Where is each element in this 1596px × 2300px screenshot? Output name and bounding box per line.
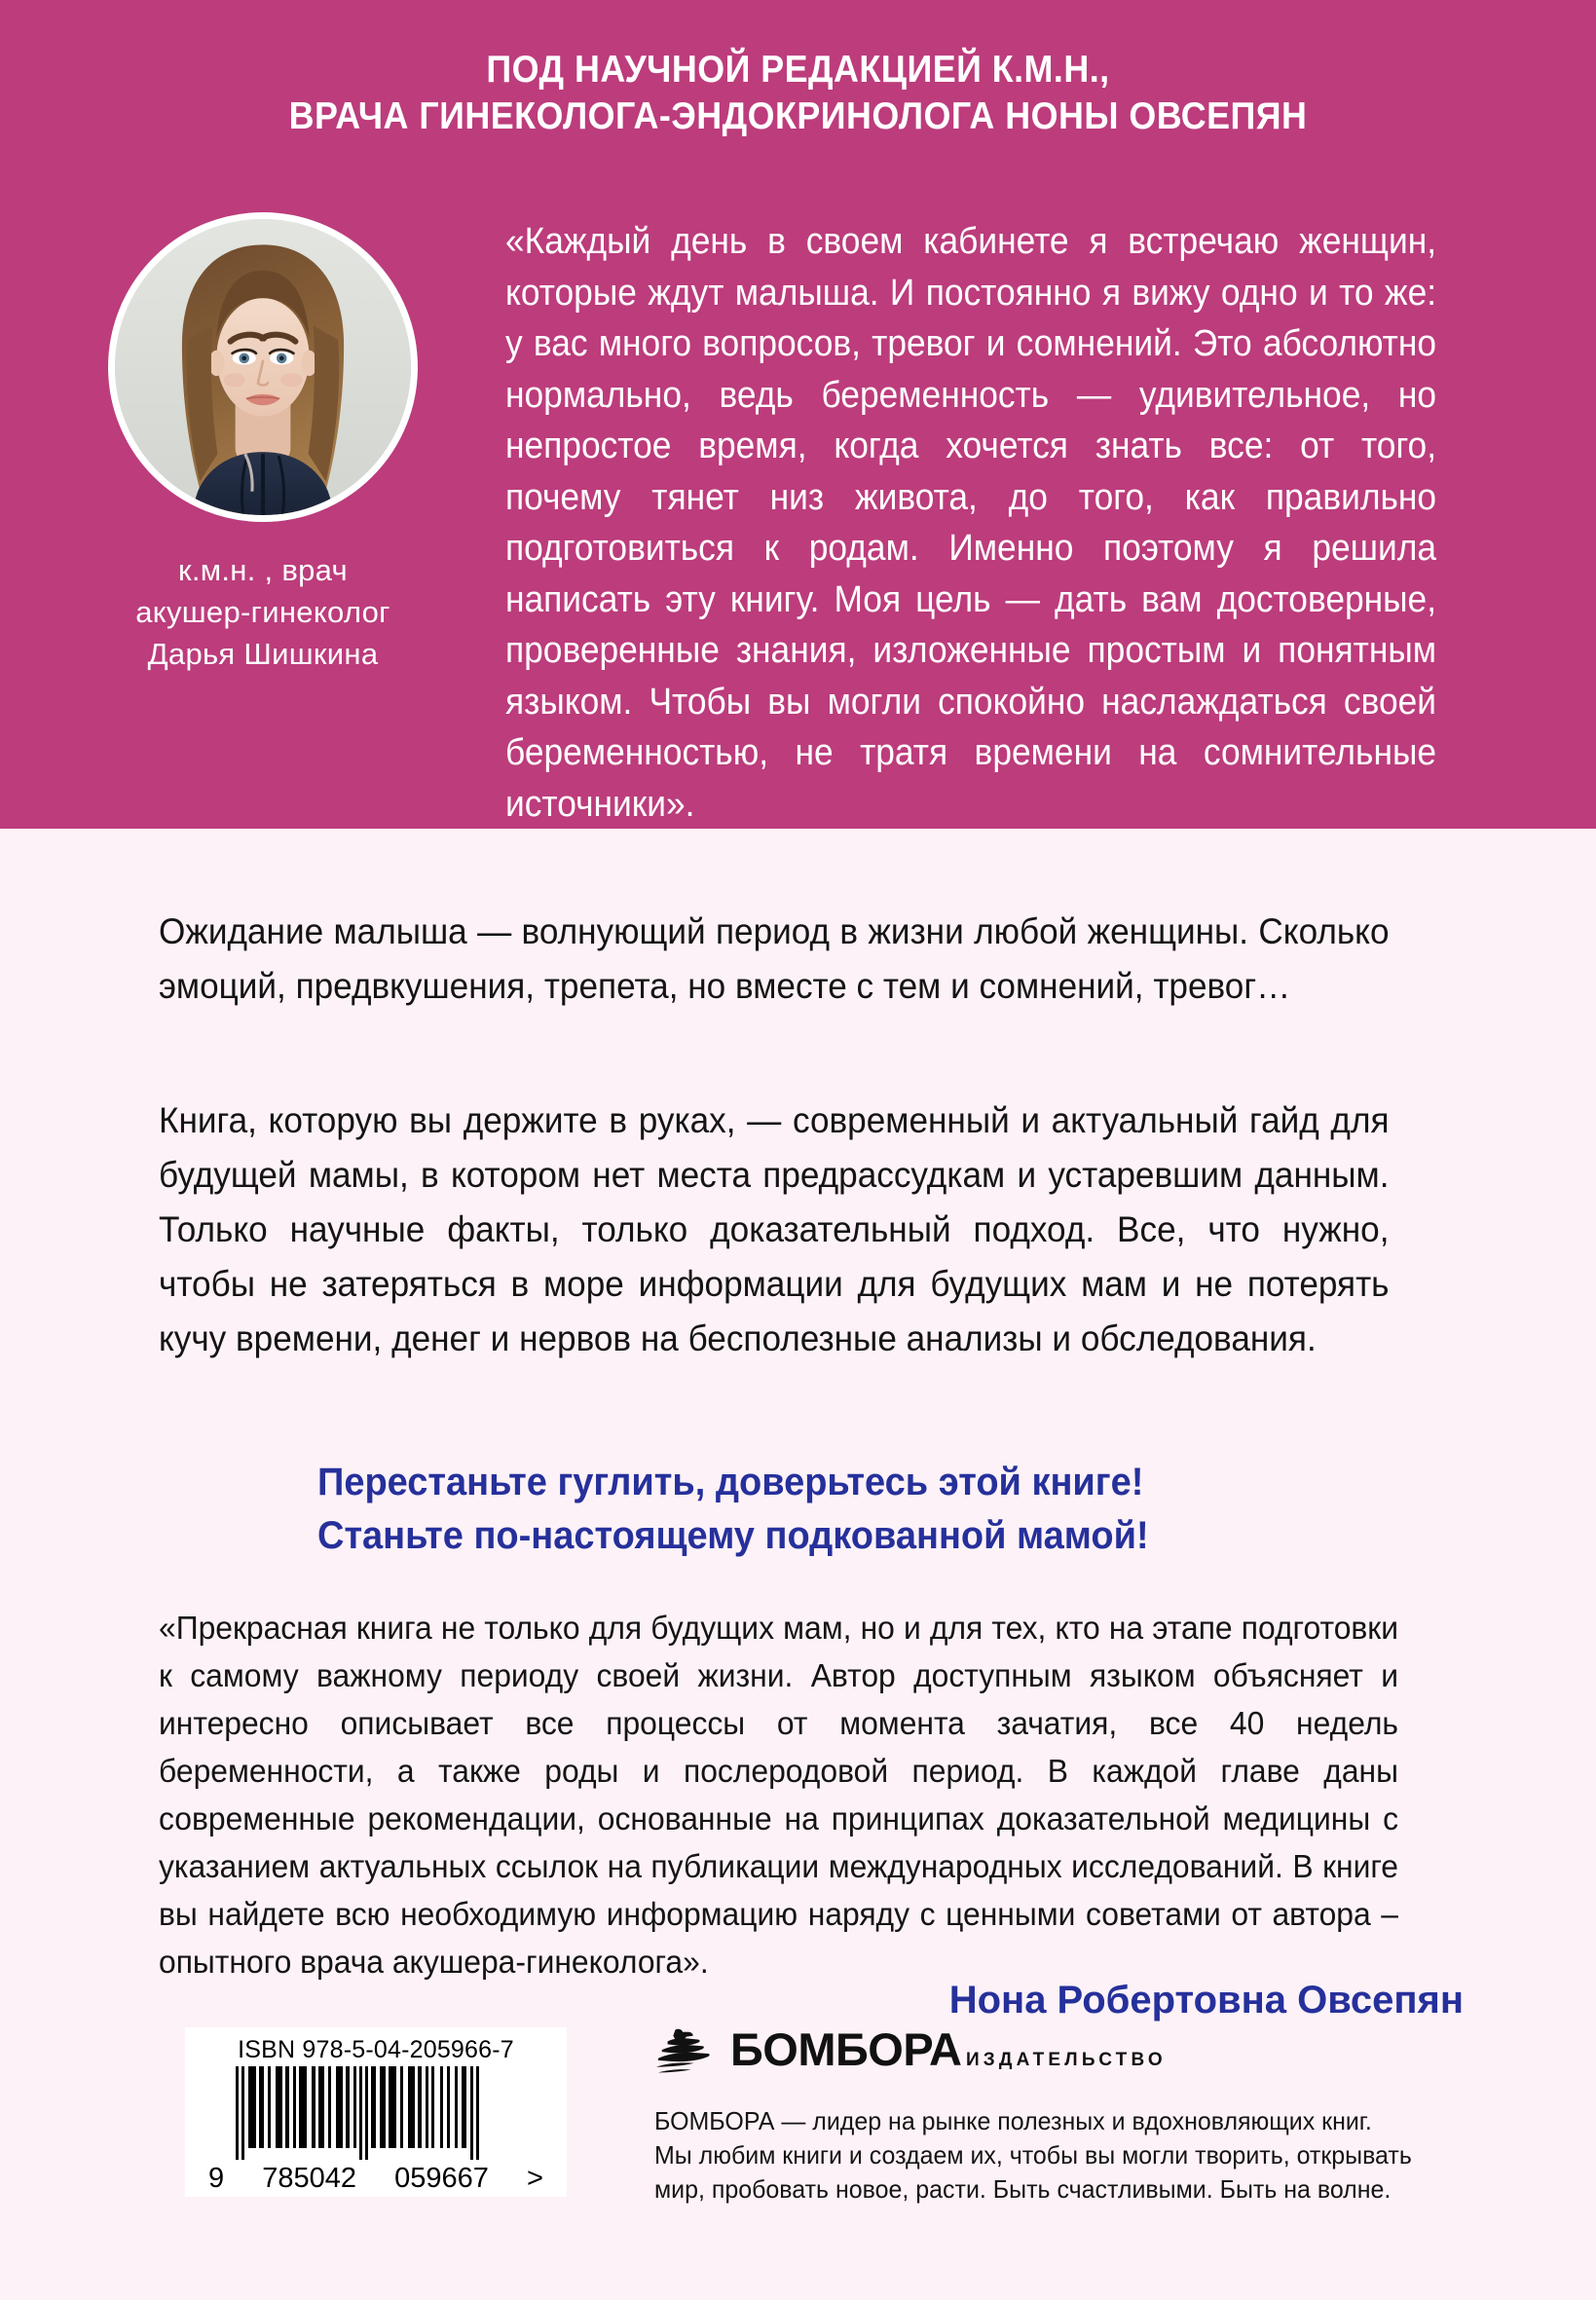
barcode-digit-group-2: 059667 bbox=[394, 2163, 489, 2194]
surfer-wave-glyph bbox=[654, 2024, 715, 2085]
publisher-block bbox=[654, 2024, 1453, 2207]
author-caption-line-2: акушер-гинеколог bbox=[135, 595, 390, 629]
publisher-wordmark bbox=[730, 2023, 1167, 2075]
author-caption-line-1: к.м.н. , врач bbox=[178, 553, 348, 587]
barcode-digit-group-1: 785042 bbox=[262, 2163, 357, 2194]
publisher-description-line-1: БОМБОРА — лидер на рынке полезных и вдохновляющих книг. bbox=[654, 2106, 1372, 2135]
author-quote: «Каждый день в своем кабинете я встречаю женщин, которые ждут малыша. И постоянно я вижу одно и то же: у вас много вопросов, тревог и сомнений. Это абсолютно нормально, ведь беременность — удивительное, но непростое время, когда хочется знать все: от того, почему тянет низ живота, до того, как правильно подготовиться к родам. Именно поэтому я решила написать эту книгу. Моя цель — дать вам достоверные, проверенные знания, изложенные простым и понятным языком. Чтобы вы могли спокойно наслаждаться своей беременностью, не тратя времени на сомнительные источники». bbox=[505, 221, 1437, 825]
isbn-label: ISBN 978-5-04-205966-7 bbox=[238, 2036, 514, 2063]
publisher-description bbox=[654, 2104, 1421, 2207]
author-caption bbox=[88, 549, 438, 675]
callout-line-1: Перестаньте гуглить, доверьтесь этой книге! bbox=[317, 1461, 1144, 1503]
isbn-barcode bbox=[185, 2027, 567, 2197]
publisher-logo bbox=[654, 2024, 1453, 2085]
publisher-name: БОМБОРА bbox=[730, 2023, 962, 2075]
publisher-subtitle: ИЗДАТЕЛЬСТВО bbox=[965, 2050, 1167, 2070]
testimonial-author: Нона Робертовна Овсепян bbox=[948, 1979, 1464, 2022]
testimonial-paragraph: «Прекрасная книга не только для будущих мам, но и для тех, кто на этапе подготовки к самому важному периоду своей жизни. Автор доступным языком объясняет и интересно описывает все процессы от момента зачатия, все 40 недель беременности, а также роды и послеродовой период. В каждой главе даны современные рекомендации, основанные на принципах доказательной медицины с указанием актуальных ссылок на публикации международных исследований. В книге вы найдете всю необходимую информацию наряду с ценными советами от автора – опытного врача акушера-гинеколога». bbox=[159, 1611, 1398, 1981]
callout-line-2: Станьте по-настоящему подкованной мамой! bbox=[317, 1514, 1149, 1557]
callout-heading bbox=[317, 1456, 1428, 1563]
publisher-description-line-3: мир, пробовать новое, расти. Быть счастливыми. Быть на волне. bbox=[654, 2174, 1392, 2204]
barcode-bars bbox=[236, 2066, 516, 2160]
page-title-line-2: ВРАЧА ГИНЕКОЛОГА-ЭНДОКРИНОЛОГА НОНЫ ОВСЕПЯН bbox=[288, 95, 1308, 137]
author-block bbox=[88, 212, 438, 675]
page-title bbox=[64, 47, 1533, 140]
intro-paragraph: Ожидание малыша — волнующий период в жизни любой женщины. Сколько эмоций, предвкушения, трепета, но вместе с тем и сомнений, тревог… bbox=[159, 911, 1390, 1006]
avatar bbox=[108, 212, 418, 522]
pink-header-band bbox=[0, 0, 1596, 829]
page-title-line-1: ПОД НАУЧНОЙ РЕДАКЦИЕЙ К.М.Н., bbox=[486, 49, 1110, 91]
author-portrait-icon bbox=[115, 219, 411, 515]
author-name: Дарья Шишкина bbox=[147, 637, 379, 671]
body-area bbox=[0, 829, 1596, 2300]
publisher-description-line-2: Мы любим книги и создаем их, чтобы вы могли творить, открывать bbox=[654, 2140, 1412, 2170]
barcode-digits bbox=[203, 2163, 549, 2195]
barcode-digit-left: 9 bbox=[208, 2163, 225, 2194]
surfer-wave-icon bbox=[654, 2024, 715, 2085]
barcode-digit-right: > bbox=[527, 2163, 543, 2194]
description-paragraph: Книга, которую вы держите в руках, — современный и актуальный гайд для будущей мамы, в котором нет места предрассудкам и устаревшим данным. Только научные факты, только доказательный подход. Все, что нужно, чтобы не затеряться в море информации для будущих мам и не потерять кучу времени, денег и нервов на бесполезные анализы и обследования. bbox=[159, 1100, 1390, 1358]
